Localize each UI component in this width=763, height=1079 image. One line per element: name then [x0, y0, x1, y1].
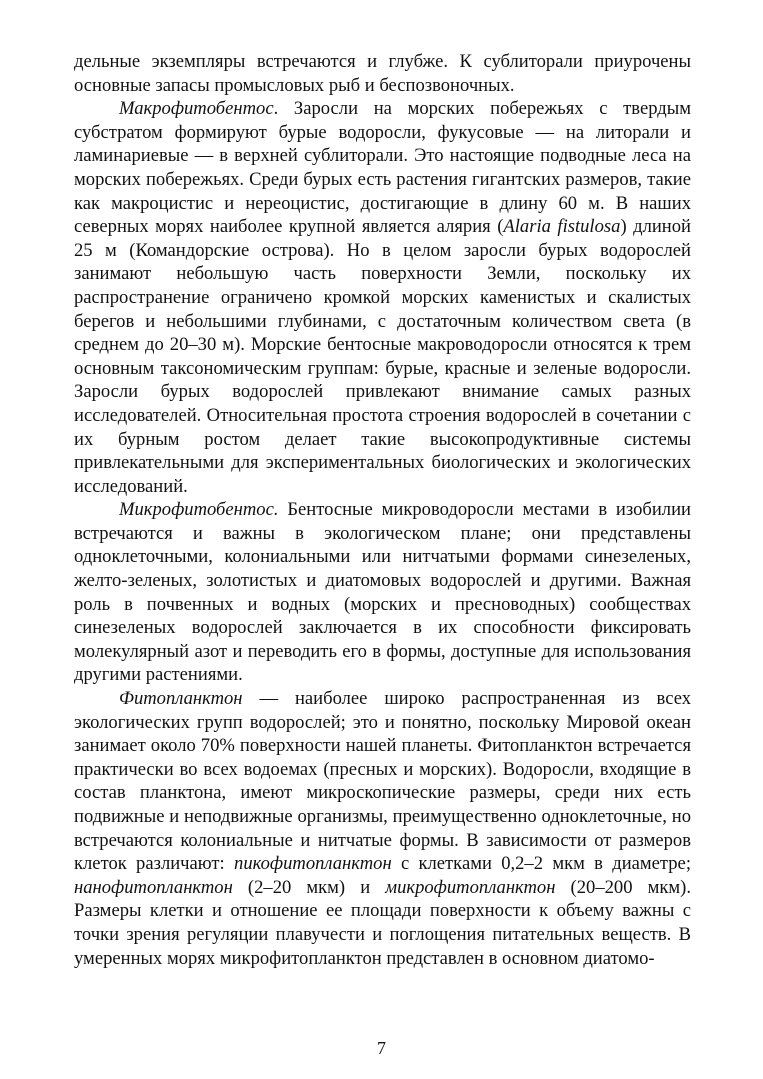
text-run: дельные экземпляры встречаются и глубже. К сублиторали приурочены основные запасы промысловых рыб и беспозвоночных. [74, 51, 691, 96]
paragraph-continuation [74, 50, 691, 97]
paragraph-phytoplankton [74, 687, 691, 970]
text-run: Бентосные микроводоросли местами в изобилии встречаются и важны в экологическом плане; они представлены одноклеточными, колониальными или нитчатыми формами синезеленых, желто-зеленых, золотистых и диатомовых водорослей и другими. Важная роль в почвенных и водных (морских и пресноводных) сообществах синезеленых водорослей заключается в их способности фиксировать молекулярный азот и переводить его в формы, доступные для использования другими растениями. [74, 499, 691, 686]
italic-term: Фитопланктон [119, 688, 243, 710]
page-text [74, 50, 691, 970]
text-run: (20–200 мкм). Размеры клетки и отношение ее площади поверхности к объему важны с точки зрения регуляции плавучести и поглощения питательных веществ. В умеренных морях микрофитопланктон представлен в основном диатомо- [74, 876, 691, 969]
text-run: — наиболее широко распространенная из всех экологических групп водорослей; это и понятно, поскольку Мировой океан занимает около 70% поверхности нашей планеты. Фитопланктон встречается практически во всех водоемах (пресных и морских). Водоросли, входящие в состав планктона, имеют микроскопические размеры, среди них есть подвижные и неподвижные организмы, преимущественно одноклеточные, но встречаются колониальные и нитчатые формы. В зависимости от размеров клеток различают: [74, 688, 691, 875]
page-number: 7 [377, 1038, 386, 1058]
text-run: (2–20 мкм) и [232, 876, 386, 898]
italic-term: Микрофитобентос. [119, 499, 279, 521]
italic-term: Макрофитобентос [119, 98, 274, 120]
text-run: ) длиной 25 м (Командорские острова). Но в целом заросли бурых водорослей занимают небольшую часть поверхности Земли, поскольку их распространение ограничено кромкой морских каменистых и скалистых берегов и небольшими глубинами, с достаточным количеством света (в среднем до 20–30 м). Морские бентосные макроводоросли относятся к трем основным таксономическим группам: бурые, красные и зеленые водоросли. Заросли бурых водорослей привлекают внимание самых разных исследователей. Относительная простота строения водорослей в сочетании с их бурным ростом делает такие высокопродуктивные системы привлекательными для экспериментальных биологических и экологических исследований. [74, 216, 692, 497]
italic-term: микрофитопланктон [385, 876, 556, 898]
paragraph-macrophytobenthos [74, 97, 691, 498]
italic-term: пикофитопланктон [234, 853, 392, 875]
paragraph-microphytobenthos [74, 498, 691, 687]
text-run: с клетками 0,2–2 мкм в диаметре; [391, 853, 691, 875]
italic-term: нанофитопланктон [74, 876, 233, 898]
italic-term: Alaria fistulosa [503, 216, 621, 238]
text-run: . Заросли на морских побережьях с твердым субстратом формируют бурые водоросли, фукусовые — на литорали и ламинариевые — в верхней сублиторали. Это настоящие подводные леса на морских побережьях. Среди бурых есть растения гигантских размеров, такие как макроцистис и нереоцистис, достигающие в длину 60 м. В наших северных морях наиболее крупной является алярия ( [74, 98, 691, 238]
